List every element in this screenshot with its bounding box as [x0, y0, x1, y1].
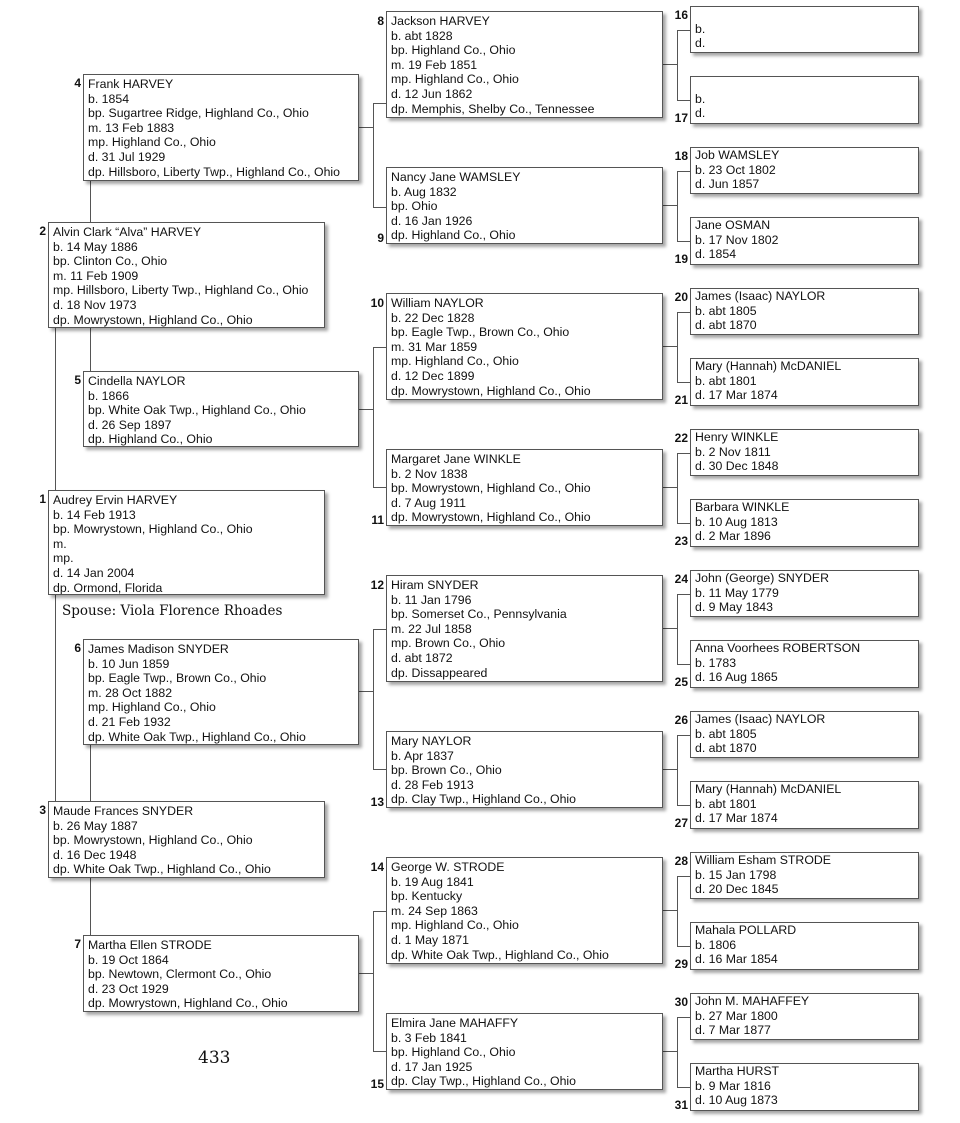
person-number: 2: [39, 224, 46, 238]
person-line: d. 26 Sep 1897: [88, 417, 172, 432]
person-number: 22: [674, 431, 688, 445]
person-number: 5: [74, 373, 81, 387]
person-name: Cindella NAYLOR: [88, 374, 186, 388]
person-name: Hiram SNYDER: [391, 578, 479, 592]
person-line: b. Aug 1832: [391, 184, 457, 199]
connector-line: [55, 328, 56, 490]
person-line: mp. Highland Co., Ohio: [88, 135, 216, 150]
person-box-31[interactable]: [690, 1063, 919, 1111]
connector-line: [90, 878, 91, 936]
person-line: bp. Eagle Twp., Brown Co., Ohio: [88, 671, 267, 686]
person-line: b. 9 Mar 1816: [695, 1078, 771, 1093]
person-line: b. abt 1801: [695, 796, 757, 811]
person-line: d. 7 Aug 1911: [391, 495, 466, 510]
person-line: d. 21 Feb 1932: [88, 714, 171, 729]
person-number: 20: [674, 290, 688, 304]
person-name: William Esham STRODE: [695, 853, 831, 867]
person-box-29[interactable]: [690, 922, 919, 970]
person-line: b. 19 Oct 1864: [88, 952, 169, 967]
person-line: d. 16 Jan 1926: [391, 213, 473, 228]
person-number: 29: [674, 957, 688, 971]
person-line: bp. Brown Co., Ohio: [391, 763, 502, 778]
connector-line: [677, 453, 691, 454]
person-number: 27: [674, 816, 688, 830]
person-number: 9: [377, 231, 384, 245]
connector-line: [662, 487, 678, 488]
person-number: 18: [674, 149, 688, 163]
person-line: d.: [695, 36, 706, 51]
person-name: Job WAMSLEY: [695, 148, 780, 162]
person-number: 8: [377, 14, 384, 28]
person-line: b. 26 May 1887: [53, 818, 138, 833]
person-number: 19: [674, 252, 688, 266]
person-line: b. 11 Jan 1796: [391, 592, 472, 607]
connector-line: [662, 1051, 678, 1052]
person-line: b. 23 Oct 1802: [695, 162, 776, 177]
person-line: d.: [695, 106, 706, 121]
person-line: bp. Kentucky: [391, 889, 463, 904]
person-line: m.: [53, 536, 67, 551]
person-box-3[interactable]: [48, 801, 325, 878]
connector-line: [358, 409, 374, 410]
person-box-25[interactable]: [690, 640, 919, 688]
person-box-1[interactable]: [48, 490, 325, 595]
person-line: dp. Dissappeared: [391, 665, 488, 680]
connector-line: [677, 1017, 691, 1018]
connector-line: [662, 346, 678, 347]
person-name: Mary (Hannah) McDANIEL: [695, 359, 842, 373]
person-line: bp. Eagle Twp., Brown Co., Ohio: [391, 325, 570, 340]
person-line: m. 11 Feb 1909: [53, 268, 139, 283]
person-line: d. 17 Mar 1874: [695, 811, 778, 826]
person-line: d. 1854: [695, 247, 737, 262]
person-line: dp. White Oak Twp., Highland Co., Ohio: [53, 862, 271, 877]
connector-line: [677, 876, 678, 947]
person-line: b. 2 Nov 1838: [391, 466, 468, 481]
person-number: 16: [674, 8, 688, 22]
person-number: 24: [674, 572, 688, 586]
person-line: d. 23 Oct 1929: [88, 981, 169, 996]
person-number: 7: [74, 937, 81, 951]
person-line: d. 28 Feb 1913: [391, 777, 474, 792]
person-line: bp. Sugartree Ridge, Highland Co., Ohio: [88, 106, 309, 121]
person-name: Audrey Ervin HARVEY: [53, 493, 178, 507]
person-line: bp. Ohio: [391, 199, 438, 214]
person-box-18[interactable]: [690, 147, 919, 194]
person-name: Margaret Jane WINKLE: [391, 452, 521, 466]
person-line: b. 1806: [695, 937, 737, 952]
person-box-7[interactable]: [83, 935, 359, 1012]
person-line: dp. Memphis, Shelby Co., Tennessee: [391, 101, 595, 116]
person-name: James Madison SNYDER: [88, 642, 229, 656]
person-line: dp. Hillsboro, Liberty Twp., Highland Co., Ohio: [88, 164, 340, 179]
person-box-14[interactable]: [386, 857, 663, 964]
person-line: d. 20 Dec 1845: [695, 882, 779, 897]
person-line: dp. White Oak Twp., Highland Co., Ohio: [88, 729, 306, 744]
person-name: John (George) SNYDER: [695, 571, 829, 585]
person-line: bp. Mowrystown, Highland Co., Ohio: [53, 833, 253, 848]
person-line: m. 28 Oct 1882: [88, 685, 173, 700]
person-line: m. 19 Feb 1851: [391, 57, 478, 72]
person-name: Martha Ellen STRODE: [88, 938, 212, 952]
person-number: 21: [674, 393, 688, 407]
connector-line: [677, 946, 691, 947]
person-box-8[interactable]: [386, 11, 663, 118]
person-name: Anna Voorhees ROBERTSON: [695, 641, 861, 655]
person-line: m. 24 Sep 1863: [391, 903, 478, 918]
person-box-13[interactable]: [386, 731, 663, 808]
connector-line: [677, 171, 691, 172]
person-box-12[interactable]: [386, 575, 663, 682]
person-line: dp. White Oak Twp., Highland Co., Ohio: [391, 947, 609, 962]
person-line: bp. White Oak Twp., Highland Co., Ohio: [88, 403, 306, 418]
person-number: 13: [370, 795, 384, 809]
person-box-16[interactable]: [690, 6, 919, 53]
connector-line: [662, 769, 678, 770]
person-line: b. 27 Mar 1800: [695, 1008, 778, 1023]
person-name: James (Isaac) NAYLOR: [695, 289, 826, 303]
person-line: mp.: [53, 551, 74, 566]
person-line: bp. Highland Co., Ohio: [391, 43, 516, 58]
person-name: Maude Frances SNYDER: [53, 804, 194, 818]
person-line: b.: [695, 21, 706, 36]
person-number: 25: [674, 675, 688, 689]
connector-line: [662, 628, 678, 629]
person-line: dp. Mowrystown, Highland Co., Ohio: [53, 312, 253, 327]
person-name: [695, 77, 914, 92]
person-box-30[interactable]: [690, 993, 919, 1040]
person-number: 11: [371, 513, 384, 527]
person-line: dp. Mowrystown, Highland Co., Ohio: [391, 383, 591, 398]
person-box-28[interactable]: [690, 852, 919, 899]
connector-line: [373, 911, 374, 1052]
person-box-6[interactable]: [83, 639, 359, 745]
person-line: d. abt 1870: [695, 741, 757, 756]
person-line: d. 16 Aug 1865: [695, 670, 778, 685]
connector-line: [662, 64, 678, 65]
person-line: d. 16 Dec 1948: [53, 847, 137, 862]
person-line: d. abt 1872: [391, 650, 453, 665]
person-number: 30: [674, 995, 688, 1009]
connector-line: [677, 241, 691, 242]
connector-line: [677, 1087, 691, 1088]
person-line: b. 10 Aug 1813: [695, 514, 778, 529]
person-line: m. 13 Feb 1883: [88, 120, 175, 135]
person-name: Martha HURST: [695, 1064, 780, 1078]
connector-line: [677, 1017, 678, 1088]
person-number: 1: [39, 492, 46, 506]
person-name: Nancy Jane WAMSLEY: [391, 170, 521, 184]
connector-line: [662, 910, 678, 911]
person-line: dp. Clay Twp., Highland Co., Ohio: [391, 792, 577, 807]
connector-line: [677, 594, 678, 665]
person-box-21[interactable]: [690, 358, 919, 406]
person-name: Jane OSMAN: [695, 218, 771, 232]
connector-line: [677, 100, 691, 101]
connector-line: [373, 347, 374, 488]
person-line: b. 2 Nov 1811: [695, 444, 771, 459]
person-line: d. 30 Dec 1848: [695, 459, 779, 474]
person-line: dp. Mowrystown, Highland Co., Ohio: [391, 510, 591, 525]
person-box-4[interactable]: [83, 74, 359, 181]
person-number: 17: [674, 111, 688, 125]
person-box-19[interactable]: [690, 217, 919, 265]
connector-line: [90, 181, 91, 222]
connector-line: [677, 594, 691, 595]
person-line: d. abt 1870: [695, 318, 757, 333]
person-line: b. abt 1805: [695, 303, 757, 318]
person-line: mp. Highland Co., Ohio: [391, 354, 519, 369]
person-box-23[interactable]: [690, 499, 919, 547]
connector-line: [677, 664, 691, 665]
person-line: b. 14 May 1886: [53, 239, 138, 254]
person-line: bp. Somerset Co., Pennsylvania: [391, 607, 567, 622]
connector-line: [90, 745, 91, 801]
person-number: 28: [674, 854, 688, 868]
person-line: bp. Mowrystown, Highland Co., Ohio: [53, 522, 253, 537]
connector-line: [55, 595, 56, 801]
person-line: dp. Highland Co., Ohio: [88, 432, 213, 447]
person-line: b. 22 Dec 1828: [391, 310, 475, 325]
person-line: m. 22 Jul 1858: [391, 621, 472, 636]
person-line: dp. Mowrystown, Highland Co., Ohio: [88, 996, 288, 1011]
connector-line: [677, 805, 691, 806]
person-number: 10: [370, 296, 384, 310]
connector-line: [90, 328, 91, 372]
person-number: 15: [370, 1077, 384, 1091]
person-line: d. Jun 1857: [695, 177, 760, 192]
person-number: 23: [674, 534, 688, 548]
person-name: Frank HARVEY: [88, 77, 174, 91]
person-line: d. 12 Jun 1862: [391, 86, 473, 101]
person-line: b. abt 1805: [695, 726, 757, 741]
person-name: Jackson HARVEY: [391, 14, 490, 28]
person-name: Elmira Jane MAHAFFY: [391, 1016, 519, 1030]
person-line: d. 2 Mar 1896: [695, 529, 771, 544]
person-line: d. 7 Mar 1877: [695, 1023, 771, 1038]
connector-line: [677, 523, 691, 524]
person-box-5[interactable]: [83, 371, 359, 447]
person-box-11[interactable]: [386, 449, 663, 526]
person-box-20[interactable]: [690, 288, 919, 335]
person-line: dp. Ormond, Florida: [53, 580, 163, 595]
person-line: m. 31 Mar 1859: [391, 339, 478, 354]
person-number: 3: [39, 803, 46, 817]
person-name: John M. MAHAFFEY: [695, 994, 810, 1008]
person-line: b. 1866: [88, 388, 130, 403]
person-line: d. 14 Jan 2004: [53, 565, 135, 580]
person-box-15[interactable]: [386, 1013, 663, 1090]
person-line: b.: [695, 91, 706, 106]
person-number: 31: [674, 1098, 688, 1112]
person-name: George W. STRODE: [391, 860, 505, 874]
person-box-24[interactable]: [690, 570, 919, 617]
connector-line: [373, 103, 374, 208]
person-line: mp. Hillsboro, Liberty Twp., Highland Co., Ohio: [53, 283, 309, 298]
person-box-26[interactable]: [690, 711, 919, 758]
person-name: William NAYLOR: [391, 296, 484, 310]
connector-line: [373, 629, 374, 770]
person-line: bp. Highland Co., Ohio: [391, 1045, 516, 1060]
person-line: dp. Clay Twp., Highland Co., Ohio: [391, 1074, 577, 1089]
connector-line: [677, 735, 691, 736]
person-line: mp. Highland Co., Ohio: [391, 72, 519, 87]
person-line: d. 31 Jul 1929: [88, 149, 166, 164]
person-line: b. 14 Feb 1913: [53, 507, 136, 522]
person-number: 26: [674, 713, 688, 727]
person-line: mp. Brown Co., Ohio: [391, 636, 506, 651]
person-line: b. abt 1801: [695, 373, 757, 388]
person-line: d. 12 Dec 1899: [391, 368, 475, 383]
person-line: d. 17 Jan 1925: [391, 1059, 473, 1074]
person-line: b. 1854: [88, 91, 130, 106]
person-box-9[interactable]: [386, 167, 663, 244]
connector-line: [677, 876, 691, 877]
person-number: 12: [370, 578, 384, 592]
page-number: 433: [198, 1048, 231, 1068]
person-name: Mary NAYLOR: [391, 734, 472, 748]
connector-line: [358, 127, 374, 128]
person-number: 6: [74, 641, 81, 655]
person-line: dp. Highland Co., Ohio: [391, 228, 516, 243]
person-line: d. 17 Mar 1874: [695, 388, 778, 403]
connector-line: [677, 382, 691, 383]
person-line: b. abt 1828: [391, 28, 453, 43]
connector-line: [677, 30, 691, 31]
person-name: Mary (Hannah) McDANIEL: [695, 782, 842, 796]
connector-line: [662, 205, 678, 206]
person-box-17[interactable]: [690, 76, 919, 124]
person-line: b. 10 Jun 1859: [88, 656, 170, 671]
connector-line: [677, 312, 691, 313]
person-name: James (Isaac) NAYLOR: [695, 712, 826, 726]
person-line: b. 15 Jan 1798: [695, 867, 777, 882]
person-name: Alvin Clark “Alva” HARVEY: [53, 225, 202, 239]
person-name: Henry WINKLE: [695, 430, 779, 444]
person-line: d. 16 Mar 1854: [695, 952, 778, 967]
connector-line: [677, 171, 678, 242]
connector-line: [677, 735, 678, 806]
connector-line: [677, 312, 678, 383]
person-box-22[interactable]: [690, 429, 919, 476]
person-line: b. 1783: [695, 655, 737, 670]
person-line: b. 3 Feb 1841: [391, 1030, 467, 1045]
person-line: d. 9 May 1843: [695, 600, 773, 615]
person-line: mp. Highland Co., Ohio: [88, 700, 216, 715]
person-line: bp. Mowrystown, Highland Co., Ohio: [391, 481, 591, 496]
connector-line: [358, 973, 374, 974]
person-line: b. Apr 1837: [391, 748, 454, 763]
person-box-2[interactable]: [48, 222, 325, 328]
connector-line: [677, 453, 678, 524]
person-line: d. 18 Nov 1973: [53, 297, 137, 312]
spouse-label: Spouse: Viola Florence Rhoades: [62, 603, 283, 619]
connector-line: [677, 30, 678, 101]
person-number: 4: [74, 76, 81, 90]
person-line: bp. Newtown, Clermont Co., Ohio: [88, 967, 272, 982]
person-box-10[interactable]: [386, 293, 663, 400]
person-line: mp. Highland Co., Ohio: [391, 918, 519, 933]
person-name: Mahala POLLARD: [695, 923, 797, 937]
person-line: b. 19 Aug 1841: [391, 874, 474, 889]
person-name: Barbara WINKLE: [695, 500, 790, 514]
person-line: b. 11 May 1779: [695, 585, 779, 600]
person-line: b. 17 Nov 1802: [695, 232, 779, 247]
connector-line: [358, 691, 374, 692]
person-line: d. 1 May 1871: [391, 932, 469, 947]
person-line: bp. Clinton Co., Ohio: [53, 254, 168, 269]
person-box-27[interactable]: [690, 781, 919, 829]
person-name: [695, 7, 914, 22]
person-line: d. 10 Aug 1873: [695, 1093, 778, 1108]
person-number: 14: [370, 860, 384, 874]
